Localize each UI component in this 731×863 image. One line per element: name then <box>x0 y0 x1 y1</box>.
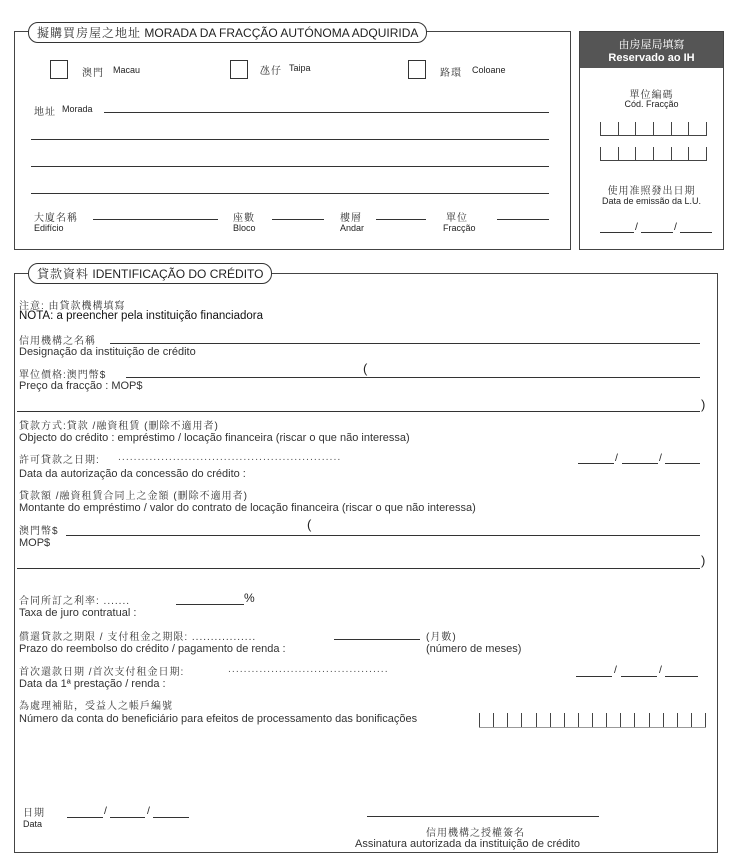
price-field[interactable] <box>126 377 700 378</box>
mop-pt: MOP$ <box>19 537 51 549</box>
morada-cn: 地址 <box>34 107 56 118</box>
rate-field[interactable] <box>176 604 244 605</box>
term-unit-pt: (número de meses) <box>426 643 522 655</box>
dots: ......................................................... <box>118 451 342 463</box>
morada-field-1[interactable] <box>104 112 549 113</box>
dots: ......................................... <box>228 663 389 675</box>
reserved-title-cn: 由房屋局填寫 <box>618 39 685 51</box>
fraccao-cn: 單位 <box>446 213 468 224</box>
note-cn: 注意: 由貸款機構填寫 <box>19 301 126 312</box>
account-number-field[interactable] <box>479 713 706 728</box>
sep: / <box>104 805 107 817</box>
cod-pt: Cód. Fracção <box>624 99 679 109</box>
credit-section <box>14 273 718 853</box>
term-pt: Prazo do reembolso do crédito / pagamento de renda : <box>19 643 286 655</box>
taipa-cn: 氹仔 <box>260 66 282 77</box>
lu-year[interactable] <box>680 232 712 233</box>
signature-pt: Assinatura autorizada da instituição de crédito <box>355 838 581 850</box>
inst-cn: 信用機構之名稱 <box>19 336 96 347</box>
rate-pt: Taxa de juro contratual : <box>19 607 137 619</box>
lu-date-pt: Data de emissão da L.U. <box>601 196 702 206</box>
note-pt: NOTA: a preencher pela instituição financiadora <box>19 310 263 322</box>
reserved-title-pt: Reservado ao IH <box>608 52 695 64</box>
morada-field-4[interactable] <box>31 193 549 194</box>
date-month[interactable] <box>110 817 145 818</box>
amount-cn: 貸款額 /融資租賃合同上之金額 (刪除不適用者) <box>19 491 248 502</box>
andar-field[interactable] <box>376 219 426 220</box>
edificio-field[interactable] <box>93 219 218 220</box>
title-pt: MORADA DA FRACÇÃO AUTÓNOMA ADQUIRIDA <box>144 26 419 40</box>
first-month[interactable] <box>621 676 657 677</box>
inst-field[interactable] <box>110 343 700 344</box>
lu-date-cn: 使用准照發出日期 <box>607 186 696 197</box>
mop-cn: 澳門幣$ <box>19 526 59 537</box>
credit-section-title <box>28 263 272 284</box>
lu-day[interactable] <box>600 232 634 233</box>
morada-field-3[interactable] <box>31 166 549 167</box>
account-cn: 為處理補貼，受益人之帳戶編號 <box>19 701 173 712</box>
checkbox-taipa[interactable] <box>230 60 248 79</box>
sep: / <box>659 452 662 464</box>
title-pt: IDENTIFICAÇÃO DO CRÉDITO <box>92 267 264 281</box>
reserved-header <box>580 32 723 68</box>
sep: / <box>659 664 662 676</box>
term-field[interactable] <box>334 639 420 640</box>
morada-pt: Morada <box>62 104 93 114</box>
cod-field-1[interactable] <box>600 122 707 136</box>
checkbox-coloane[interactable] <box>408 60 426 79</box>
paren: ) <box>701 397 706 412</box>
amount-field[interactable] <box>66 535 700 536</box>
first-pt: Data da 1ª prestação / renda : <box>19 678 166 690</box>
rate-cn: 合同所訂之利率: ....... <box>19 596 131 607</box>
sep: / <box>635 221 638 233</box>
paren: ( <box>307 517 312 532</box>
first-year[interactable] <box>665 676 698 677</box>
sep: / <box>614 664 617 676</box>
address-section-title <box>28 22 427 43</box>
date-year[interactable] <box>153 817 189 818</box>
price-words-field[interactable] <box>17 411 700 412</box>
date-day[interactable] <box>67 817 103 818</box>
fraccao-pt: Fracção <box>443 223 476 233</box>
paren: ) <box>701 553 706 568</box>
account-pt: Número da conta do beneficiário para efeitos de processamento das bonificações <box>19 713 418 725</box>
cod-cn: 單位編碼 <box>629 90 674 101</box>
amount-pt: Montante do empréstimo / valor do contrato de locação financeira (riscar o que não interessa) <box>19 502 476 514</box>
bloco-cn: 座數 <box>233 213 255 224</box>
date-pt: Data <box>23 819 43 829</box>
term-unit-cn: (月數) <box>426 632 457 643</box>
macau-pt: Macau <box>113 65 141 75</box>
bloco-field[interactable] <box>272 219 324 220</box>
morada-field-2[interactable] <box>31 139 549 140</box>
object-cn: 貸款方式:貸款 /融資租賃 (刪除不適用者) <box>19 421 219 432</box>
first-day[interactable] <box>576 676 612 677</box>
sep: / <box>147 805 150 817</box>
edificio-cn: 大廈名稱 <box>34 213 78 224</box>
object-pt: Objecto do crédito : empréstimo / locação financeira (riscar o que não interessa) <box>19 432 410 444</box>
price-cn: 單位價格:澳門幣$ <box>19 370 107 381</box>
term-cn: 償還貸款之期限 / 支付租金之期限: ................. <box>19 632 257 643</box>
checkbox-macau[interactable] <box>50 60 68 79</box>
sep: / <box>615 452 618 464</box>
date-cn: 日期 <box>23 808 45 819</box>
andar-pt: Andar <box>340 223 365 233</box>
percent-sign: % <box>244 591 255 605</box>
bloco-pt: Bloco <box>233 223 256 233</box>
fraccao-field[interactable] <box>497 219 549 220</box>
auth-month[interactable] <box>622 463 658 464</box>
amount-words-field[interactable] <box>17 568 700 569</box>
coloane-pt: Coloane <box>472 65 506 75</box>
paren: ( <box>363 361 368 376</box>
auth-cn: 許可貸款之日期: <box>19 455 100 466</box>
macau-cn: 澳門 <box>82 68 104 79</box>
signature-cn: 信用機構之授權簽名 <box>426 828 525 839</box>
edificio-pt: Edifício <box>34 223 64 233</box>
title-cn: 擬購買房屋之地址 <box>37 26 142 40</box>
auth-pt: Data da autorização da concessão do crédito : <box>19 468 246 480</box>
first-cn: 首次還款日期 /首次支付租金日期: <box>19 667 185 678</box>
auth-day[interactable] <box>578 463 614 464</box>
inst-pt: Designação da instituição de crédito <box>19 346 196 358</box>
andar-cn: 樓層 <box>340 213 362 224</box>
title-cn: 貸款資料 <box>37 267 90 281</box>
taipa-pt: Taipa <box>289 63 311 73</box>
coloane-cn: 路環 <box>440 68 462 79</box>
signature-field[interactable] <box>367 816 599 817</box>
cod-field-2[interactable] <box>600 147 707 161</box>
sep: / <box>674 221 677 233</box>
price-pt: Preço da fracção : MOP$ <box>19 380 143 392</box>
lu-month[interactable] <box>641 232 673 233</box>
auth-year[interactable] <box>665 463 700 464</box>
